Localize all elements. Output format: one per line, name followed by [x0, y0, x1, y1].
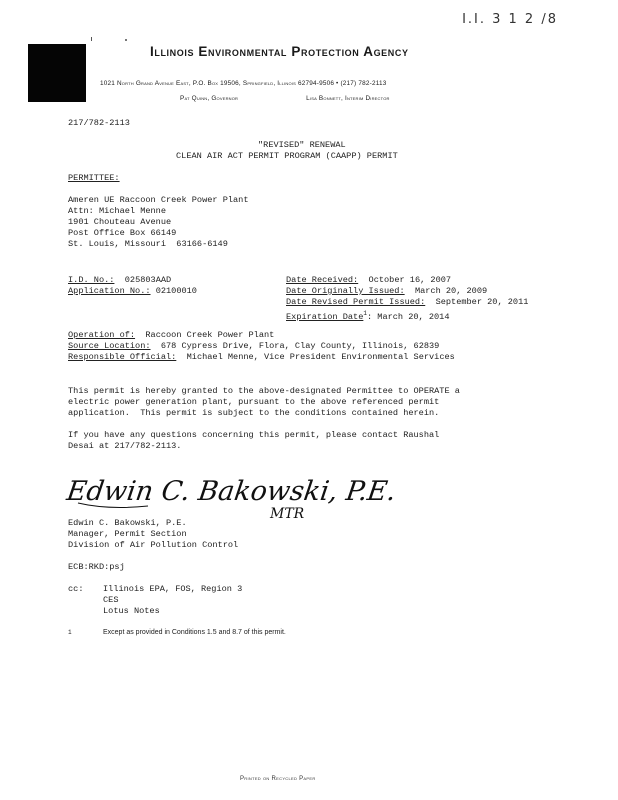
governor-name: Pat Quinn, Governor [180, 95, 239, 102]
signer-title: Manager, Permit Section [68, 529, 187, 539]
responsible-official-value: Michael Menne, Vice President Environmental Services [186, 352, 455, 362]
application-number-label: Application No.: [68, 286, 151, 296]
date-received-value: October 16, 2007 [368, 275, 452, 285]
permit-title-line-2: CLEAN AIR ACT PERMIT PROGRAM (CAAPP) PERMIT [176, 151, 398, 161]
director-name: Lisa Bonnett, Interim Director [306, 95, 390, 102]
footnote-number: 1 [68, 629, 72, 636]
expiration-date-row [286, 308, 449, 323]
permittee-line: Ameren UE Raccoon Creek Power Plant [68, 195, 249, 205]
scan-mark [125, 39, 127, 41]
signer-name: Edwin C. Bakowski, P.E. [68, 518, 187, 528]
source-location-label: Source Location: [68, 341, 151, 351]
responsible-official-label: Responsible Official: [68, 352, 177, 362]
operation-value: Raccoon Creek Power Plant [145, 330, 275, 340]
date-received-label: Date Received: [286, 275, 359, 285]
id-number-row [68, 275, 171, 286]
signer-division: Division of Air Pollution Control [68, 540, 239, 550]
date-issued-label: Date Originally Issued: [286, 286, 405, 296]
permittee-line: Post Office Box 66149 [68, 228, 177, 238]
date-issued-value: March 20, 2009 [414, 286, 488, 296]
permittee-line: 1901 Chouteau Avenue [68, 217, 172, 227]
operation-label: Operation of: [68, 330, 136, 340]
agency-address: 1021 North Grand Avenue East, P.O. Box 19506, Springfield, Illinois 62794-9506 • (217) 782-2113 [100, 80, 387, 87]
date-revised-label: Date Revised Permit Issued: [286, 297, 426, 307]
date-received-row [286, 275, 451, 286]
recycled-paper-footer: Printed on Recycled Paper [240, 776, 316, 782]
date-revised-row [286, 297, 528, 308]
contact-paragraph-line: If you have any questions concerning this permit, please contact Raushal [68, 430, 440, 440]
agency-name: Illinois Environmental Protection Agency [150, 44, 409, 59]
date-revised-value: September 20, 2011 [435, 297, 529, 307]
source-location-row [68, 341, 439, 352]
id-number-label: I.D. No.: [68, 275, 115, 285]
source-location-value: 678 Cypress Drive, Flora, Clay County, Illinois, 62839 [160, 341, 440, 351]
agency-logo-block [28, 44, 86, 102]
cc-recipient: Illinois EPA, FOS, Region 3 [103, 584, 243, 594]
footnote-marker: 1 [363, 310, 367, 317]
handwritten-stamp-number: I.I. 3 1 2 /8 [462, 12, 558, 27]
reference-initials: ECB:RKD:psj [68, 562, 125, 572]
phone-number: 217/782-2113 [68, 118, 130, 128]
cc-label: cc: [68, 584, 84, 594]
id-number-value: 025803AAD [124, 275, 172, 285]
footnote-text: Except as provided in Conditions 1.5 and 8.7 of this permit. [103, 629, 286, 636]
body-paragraph-line: application. This permit is subject to the conditions contained herein. [68, 408, 440, 418]
permittee-line: Attn: Michael Menne [68, 206, 166, 216]
permit-title-line-1: "REVISED" RENEWAL [258, 140, 346, 150]
responsible-official-row [68, 352, 455, 363]
date-issued-row [286, 286, 487, 297]
operation-row [68, 330, 274, 341]
signature-initials: MTR [270, 506, 305, 522]
expiration-date-label: Expiration Date [286, 311, 364, 322]
agency-officials [180, 95, 460, 102]
permittee-line: St. Louis, Missouri 63166-6149 [68, 239, 228, 249]
expiration-date-value: : March 20, 2014 [366, 311, 450, 322]
body-paragraph-line: This permit is hereby granted to the above-designated Permittee to OPERATE a [68, 386, 460, 396]
scan-mark [91, 37, 92, 41]
application-number-value: 02100010 [155, 286, 197, 296]
cc-recipient: CES [103, 595, 119, 605]
contact-paragraph-line: Desai at 217/782-2113. [68, 441, 182, 451]
cc-recipient: Lotus Notes [103, 606, 160, 616]
signature-text: Edwin C. Bakowski, P.E. [64, 476, 398, 507]
body-paragraph-line: electric power generation plant, pursuant to the above referenced permit [68, 397, 440, 407]
permittee-heading: PERMITTEE: [68, 173, 120, 183]
application-number-row [68, 286, 197, 297]
